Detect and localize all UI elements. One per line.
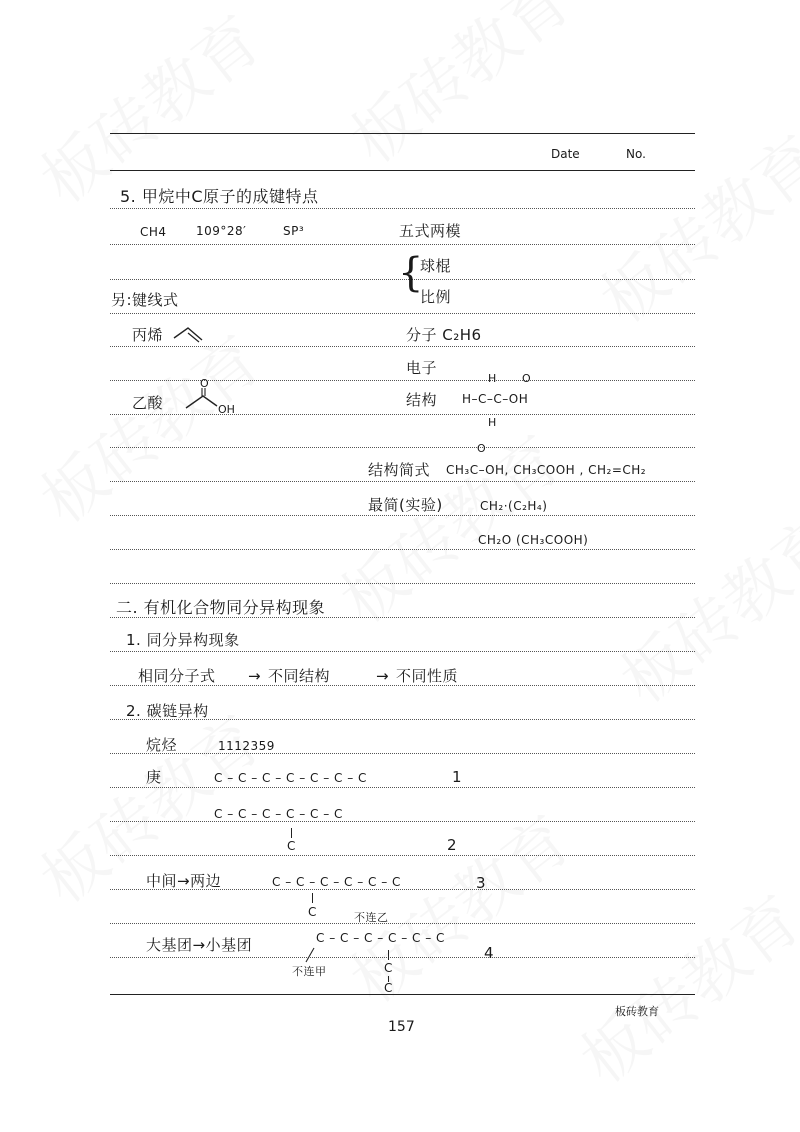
ruled-line bbox=[110, 957, 695, 958]
ruled-line bbox=[110, 481, 695, 482]
page-number: 157 bbox=[388, 1019, 415, 1035]
watermark bbox=[329, 0, 587, 181]
isomer-number: 2 bbox=[447, 836, 458, 854]
header-rule bbox=[110, 133, 695, 134]
isomer-number: 3 bbox=[476, 874, 487, 892]
ruled-line bbox=[110, 787, 695, 788]
acetic-oh: OH bbox=[218, 403, 235, 416]
no-label: No. bbox=[626, 147, 646, 161]
ruled-line bbox=[110, 515, 695, 516]
ruled-line bbox=[110, 346, 695, 347]
branch-bond bbox=[388, 950, 389, 960]
arrow: → bbox=[376, 667, 390, 685]
structural-formula: H–C–C–OH bbox=[462, 392, 529, 406]
watermark bbox=[559, 871, 800, 1101]
bili-model: 比例 bbox=[420, 288, 452, 306]
hybridization: SP³ bbox=[283, 224, 305, 238]
wushi-liangmo: 五式两模 bbox=[399, 222, 462, 240]
jianshi-o: O bbox=[477, 442, 486, 455]
isomer-number: 1 bbox=[452, 768, 463, 786]
ruled-line bbox=[110, 651, 695, 652]
footer-rule bbox=[110, 994, 695, 995]
no-ethyl-note: 不连乙 bbox=[354, 911, 389, 924]
ruled-line bbox=[110, 447, 695, 448]
large-to-small: 大基团→小基团 bbox=[146, 936, 253, 954]
watermark bbox=[599, 491, 800, 721]
zuijian-label: 最简(实验) bbox=[368, 496, 443, 514]
ruled-line bbox=[110, 208, 695, 209]
acetic-o: O bbox=[200, 377, 209, 390]
wanting-label: 烷烃 bbox=[146, 736, 178, 754]
branch-carbon: C bbox=[308, 905, 317, 919]
o-top: O bbox=[522, 372, 531, 385]
no-methyl-note: 不连甲 bbox=[292, 965, 327, 978]
branch-carbon: C bbox=[384, 981, 393, 995]
watermark bbox=[579, 111, 800, 341]
jiegou-jianshi-value: CH₃C–OH, CH₃COOH , CH₂=CH₂ bbox=[446, 463, 647, 477]
branch-carbon: C bbox=[287, 839, 296, 853]
ruled-line bbox=[110, 685, 695, 686]
isomer-number: 4 bbox=[484, 944, 495, 962]
section-title: 5. 甲烷中C原子的成键特点 bbox=[120, 187, 319, 206]
same-formula: 相同分子式 bbox=[138, 667, 216, 685]
branch-carbon: C bbox=[384, 961, 393, 975]
h-top: H bbox=[488, 372, 497, 385]
ruled-line bbox=[110, 414, 695, 415]
propene-skeleton bbox=[172, 324, 212, 344]
subsection-title: 1. 同分异构现象 bbox=[126, 631, 240, 649]
ruled-line bbox=[110, 549, 695, 550]
ruled-line bbox=[110, 583, 695, 584]
fenzi-formula: 分子 C₂H6 bbox=[406, 326, 482, 344]
ruled-line bbox=[110, 753, 695, 754]
qiugun-model: 球棍 bbox=[420, 257, 452, 275]
ruled-line bbox=[110, 617, 695, 618]
date-label: Date bbox=[551, 147, 580, 161]
subsection-title: 2. 碳链异构 bbox=[126, 702, 209, 720]
ruled-line bbox=[110, 244, 695, 245]
jiegou-jianshi-label: 结构简式 bbox=[368, 461, 431, 479]
ruled-line bbox=[110, 923, 695, 924]
bond-angle: 109°28′ bbox=[196, 224, 247, 238]
yisuan-label: 乙酸 bbox=[132, 394, 164, 412]
ruled-line bbox=[110, 821, 695, 822]
branch-bond bbox=[291, 828, 292, 838]
geng-label: 庚 bbox=[146, 768, 162, 786]
watermark bbox=[319, 411, 577, 641]
bingxi-label: 丙烯 bbox=[132, 326, 164, 344]
different-property: 不同性质 bbox=[396, 667, 459, 685]
header-rule-2 bbox=[110, 170, 695, 171]
isomer-counts: 1112359 bbox=[218, 739, 275, 753]
zuijian-value-2: CH₂O (CH₃COOH) bbox=[478, 533, 589, 547]
chain-3: C – C – C – C – C – C bbox=[272, 875, 401, 889]
methyl-pointer bbox=[300, 946, 320, 966]
branch-bond bbox=[312, 893, 313, 903]
different-structure: 不同结构 bbox=[268, 667, 331, 685]
arrow: → bbox=[248, 667, 262, 685]
watermark bbox=[329, 791, 587, 1021]
jianxian-label: 另:键线式 bbox=[111, 291, 179, 309]
brand-label: 板砖教育 bbox=[615, 1005, 659, 1018]
chain-2: C – C – C – C – C – C bbox=[214, 807, 343, 821]
ruled-line bbox=[110, 313, 695, 314]
h-bottom: H bbox=[488, 416, 497, 429]
ruled-line bbox=[110, 380, 695, 381]
jiegou-label: 结构 bbox=[406, 391, 438, 409]
middle-to-sides: 中间→两边 bbox=[146, 872, 222, 890]
chain-1: C – C – C – C – C – C – C bbox=[214, 771, 367, 785]
chain-4: C – C – C – C – C – C bbox=[316, 931, 445, 945]
zuijian-value: CH₂·(C₂H₄) bbox=[480, 499, 548, 513]
section-title: 二. 有机化合物同分异构现象 bbox=[116, 598, 326, 617]
brace: { bbox=[398, 250, 424, 296]
ruled-line bbox=[110, 855, 695, 856]
dianzi-label: 电子 bbox=[406, 359, 438, 377]
ch4-formula: CH4 bbox=[140, 225, 167, 239]
